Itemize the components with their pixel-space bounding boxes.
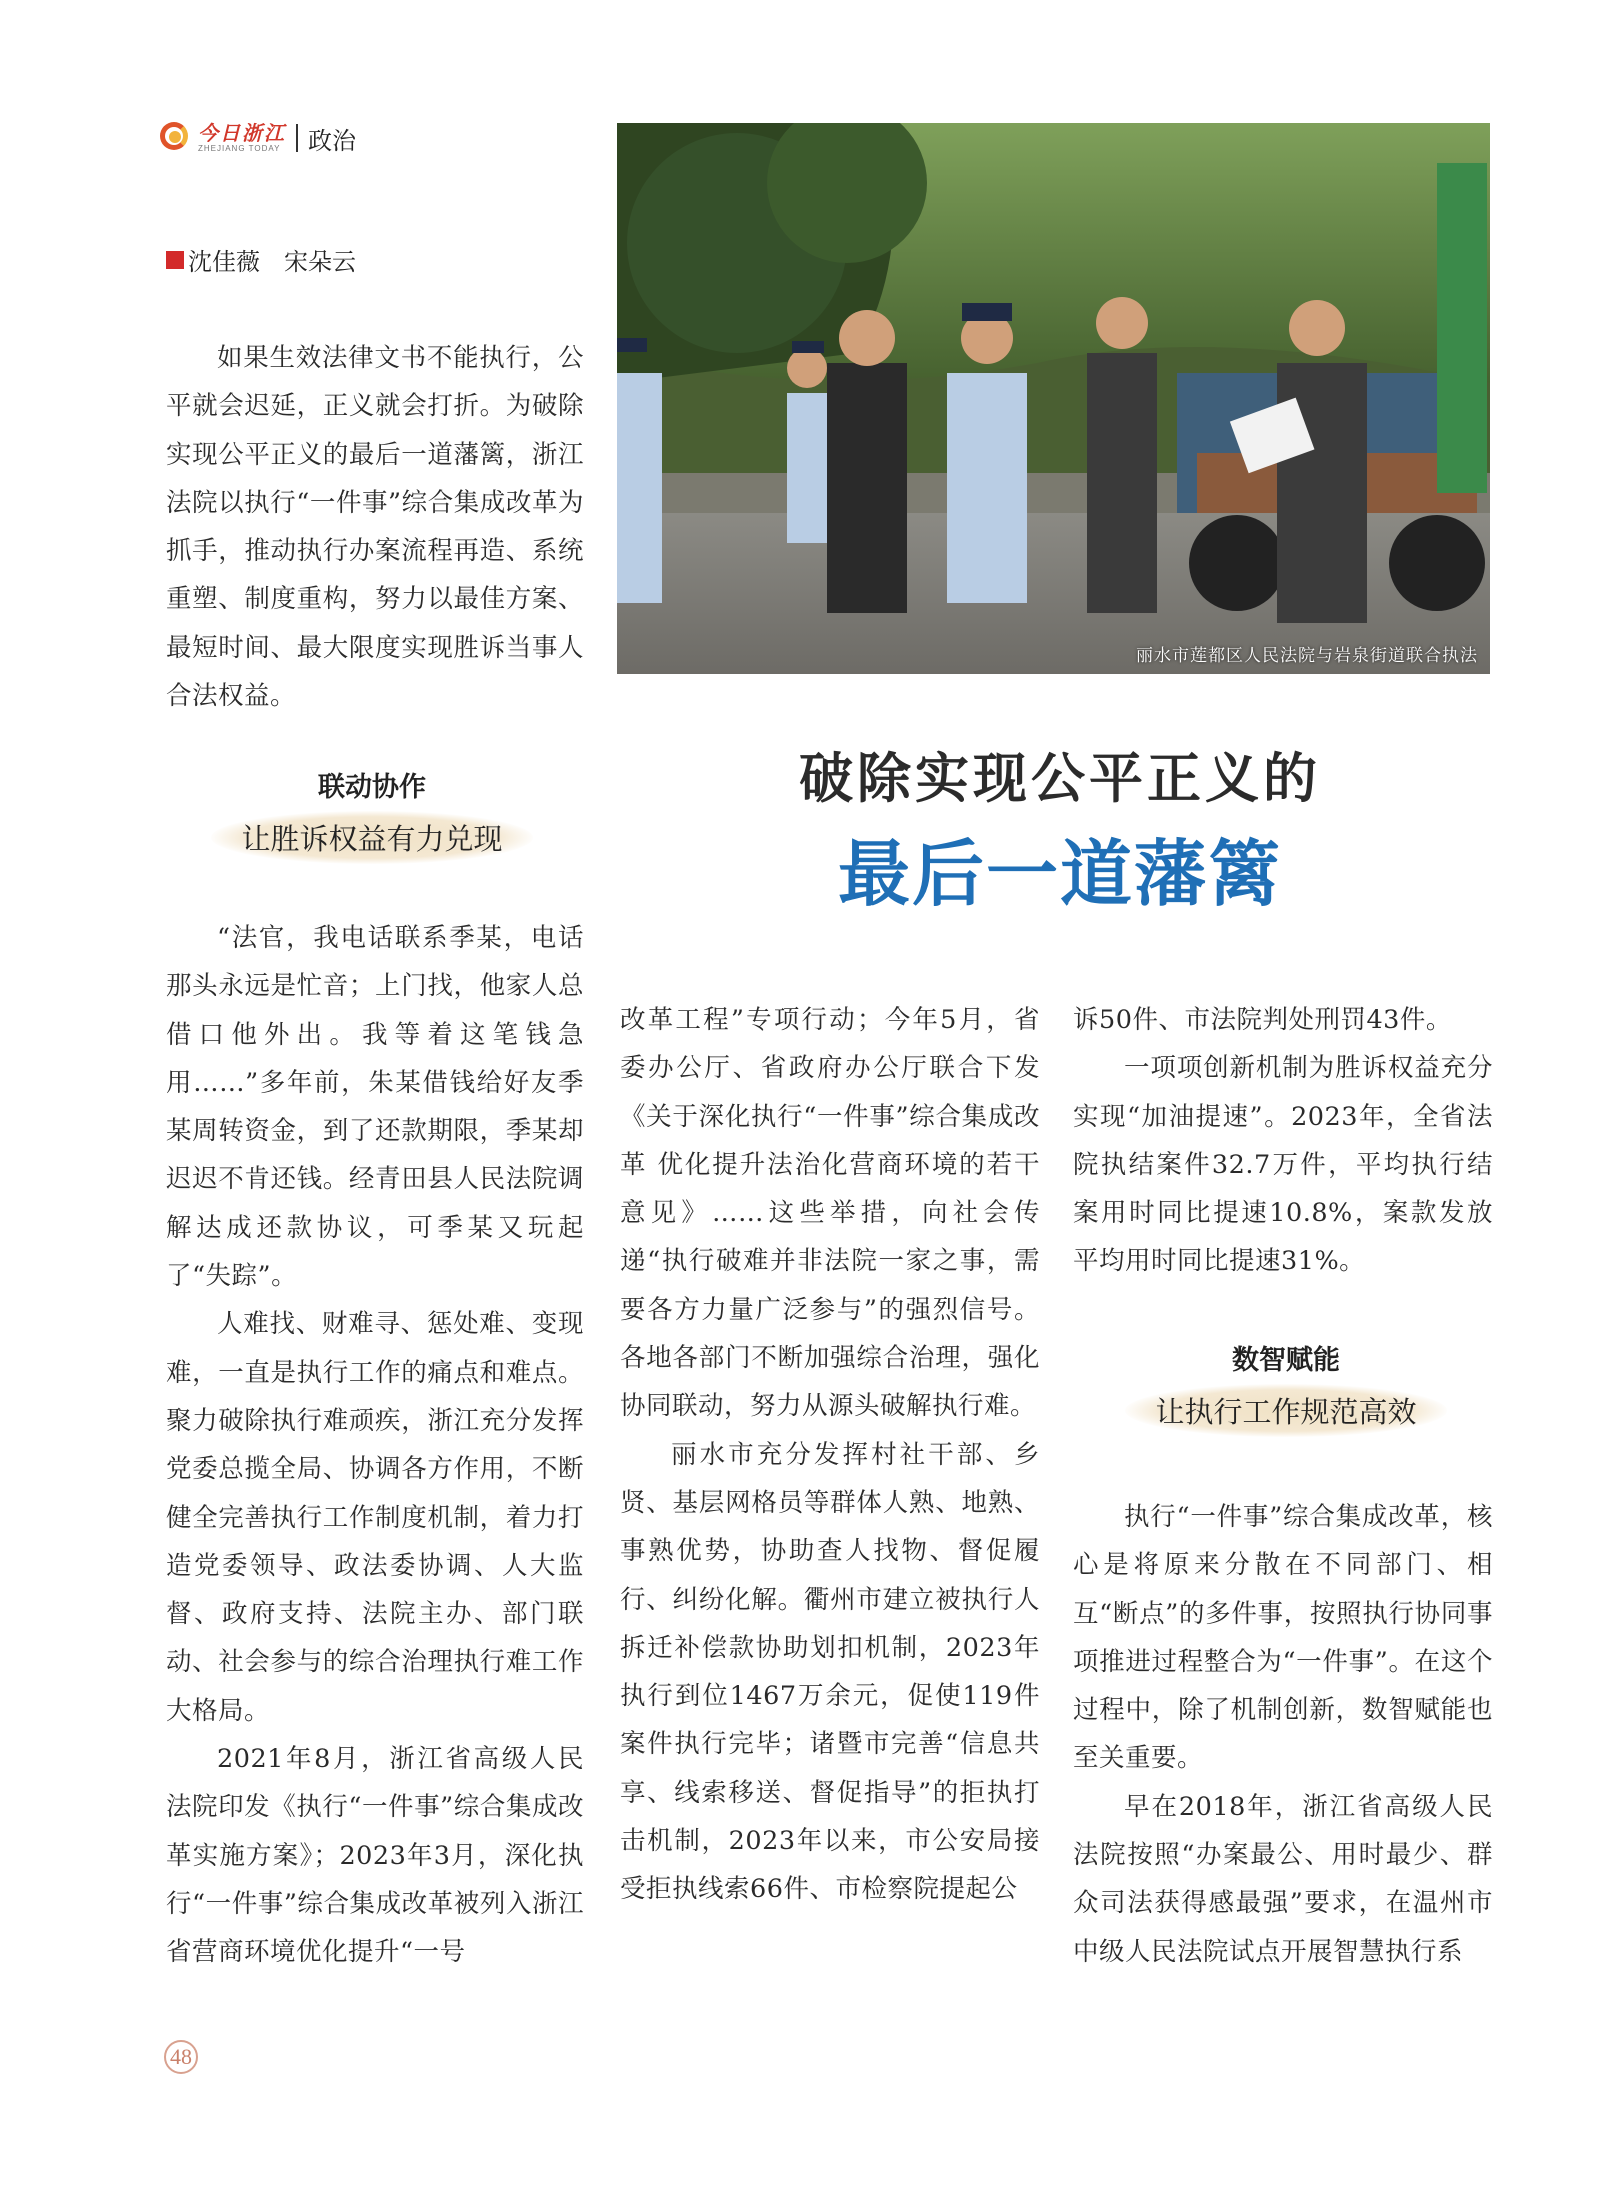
title-line-2: 最后一道藩篱 <box>837 832 1282 916</box>
byline-authors: 沈佳薇 宋朵云 <box>188 248 356 276</box>
paragraph: 丽水市充分发挥村社干部、乡贤、基层网格员等群体人熟、地熟、事熟优势，协助查人找物、督促履行、纠纷化解。衢州市建立被执行人拆迁补偿款协助划扣机制，2023年执行到位1467万余元，促使119件案件执行完毕；诸暨市完善“信息共享、线索移送、督促指导”的拒执打击机制，2023年以来，市公安局接受拒执线索66件、市检察院提起公 <box>620 1439 1040 1905</box>
paragraph: 早在2018年，浙江省高级人民法院按照“办案最公、用时最少、群众司法获得感最强”要求，在温州市中级人民法院试点开展智慧执行系 <box>1073 1791 1493 1967</box>
subhead-2 <box>1110 1338 1462 1437</box>
subhead-2-title: 让执行工作规范高效 <box>1125 1384 1446 1437</box>
intro-paragraph: 如果生效法律文书不能执行，公平就会迟延，正义就会打折。为破除实现公平正义的最后一道藩篱，浙江法院以执行“一件事”综合集成改革为抓手，推动执行办案流程再造、系统重塑、制度重构，努力以最佳方案、最短时间、最大限度实现胜诉当事人合法权益。 <box>166 343 584 712</box>
logo-en: ZHEJIANG TODAY <box>198 144 281 153</box>
subhead-1-title: 让胜诉权益有力兑现 <box>211 811 532 864</box>
article-title <box>660 738 1460 924</box>
column-3 <box>1073 1493 1493 1976</box>
byline <box>166 242 356 277</box>
paragraph: 诉50件、市法院判处刑罚43件。 <box>1073 1005 1452 1035</box>
paragraph: “法官，我电话联系季某，电话那头永远是忙音；上门找，他家人总借口他外出。我等着这笔钱急用……”多年前，朱某借钱给好友季某周转资金，到了还款期限，季某却迟迟不肯还钱。经青田县人民法院调解达成还款协议，可季某又玩起了“失踪”。 <box>166 923 584 1292</box>
logo <box>198 123 286 153</box>
paragraph: 改革工程”专项行动；今年5月，省委办公厅、省政府办公厅联合下发《关于深化执行“一件事”综合集成改革 优化提升法治化营商环境的若干意见》……这些举措，向社会传递“执行破难并非法院一家之事，需要各方力量广泛参与”的强烈信号。各地各部门不断加强综合治理，强化协同联动，努力从源头破解执行难。 <box>620 1005 1040 1422</box>
paragraph: 人难找、财难寻、惩处难、变现难，一直是执行工作的痛点和难点。聚力破除执行难顽疾，浙江充分发挥党委总揽全局、协调各方作用，不断健全完善执行工作制度机制，着力打造党委领导、政法委协调、人大监督、政府支持、法院主办、部门联动、社会参与的综合治理执行难工作大格局。 <box>166 1309 584 1726</box>
page-number: 48 <box>164 2040 198 2074</box>
subhead-1-kicker: 联动协作 <box>318 772 426 803</box>
column-3-top <box>1073 996 1493 1286</box>
intro-paragraph-block <box>166 334 584 720</box>
paragraph: 2021年8月，浙江省高级人民法院印发《执行“一件事”综合集成改革实施方案》；2023年3月，深化执行“一件事”综合集成改革被列入浙江省营商环境优化提升“一号 <box>166 1744 584 1968</box>
paragraph: 一项项创新机制为胜诉权益充分实现“加油提速”。2023年，全省法院执结案件32.7万件，平均执行结案用时同比提速10.8%，案款发放平均用时同比提速31%。 <box>1073 1053 1493 1277</box>
header-divider <box>296 124 298 152</box>
column-1 <box>166 914 584 1977</box>
photo-illustration <box>617 123 1490 674</box>
logo-cn: 今日浙江 <box>198 121 286 145</box>
subhead-1 <box>196 765 548 864</box>
article-photo <box>617 123 1490 674</box>
column-2 <box>620 996 1040 1914</box>
byline-marker-icon <box>166 251 184 269</box>
paragraph: 执行“一件事”综合集成改革，核心是将原来分散在不同部门、相互“断点”的多件事，按照执行协同事项推进过程整合为“一件事”。在这个过程中，除了机制创新，数智赋能也至关重要。 <box>1073 1502 1493 1774</box>
title-line-1: 破除实现公平正义的 <box>799 746 1321 810</box>
logo-icon <box>160 122 192 154</box>
subhead-2-kicker: 数智赋能 <box>1232 1345 1340 1376</box>
photo-caption: 丽水市莲都区人民法院与岩泉街道联合执法 <box>1136 646 1478 666</box>
magazine-header <box>160 118 356 158</box>
section-label: 政治 <box>308 126 356 155</box>
